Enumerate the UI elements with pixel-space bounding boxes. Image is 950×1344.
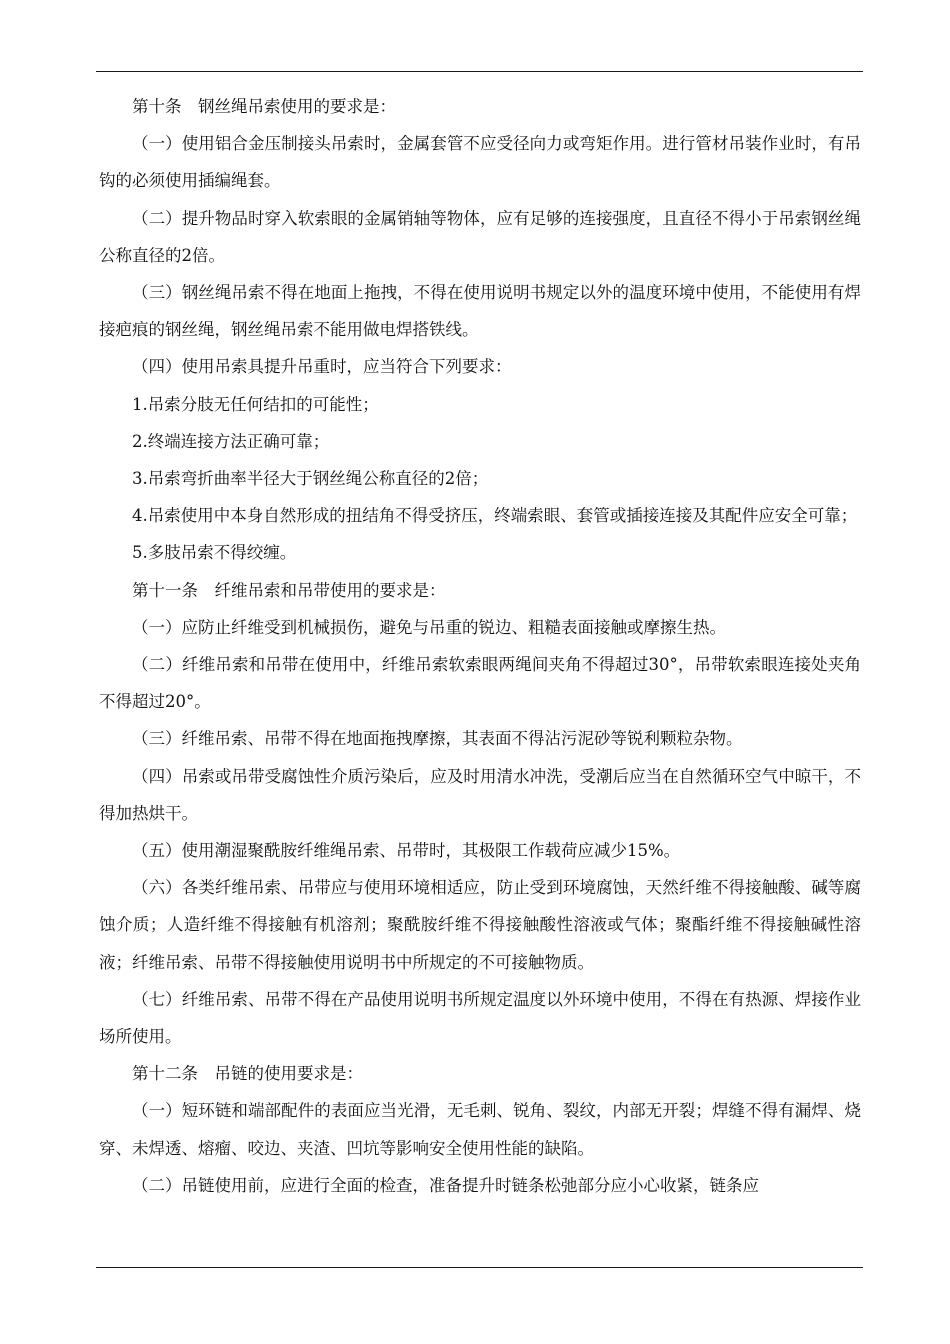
paragraph: （二）提升物品时穿入软索眼的金属销轴等物体，应有足够的连接强度，且直径不得小于吊索钢丝绳公称直径的2倍。 [99, 208, 861, 265]
list-item: 5.多肢吊索不得绞缠。 [132, 543, 297, 563]
article-11-heading: 第十一条 纤维吊索和吊带使用的要求是： [132, 580, 446, 600]
paragraph: （一）应防止纤维受到机械损伤，避免与吊重的锐边、粗糙表面接触或摩擦生热。 [132, 617, 726, 637]
paragraph: （五）使用潮湿聚酰胺纤维绳吊索、吊带时，其极限工作载荷应减少15%。 [132, 841, 681, 861]
paragraph: （一）短环链和端部配件的表面应当光滑，无毛刺、锐角、裂纹，内部无开裂；焊缝不得有漏焊、烧穿、未焊透、熔瘤、咬边、夹渣、凹坑等影响安全使用性能的缺陷。 [99, 1101, 861, 1158]
paragraph: （三）纤维吊索、吊带不得在地面拖拽摩擦，其表面不得沾污泥砂等锐利颗粒杂物。 [132, 729, 743, 749]
paragraph: （七）纤维吊索、吊带不得在产品使用说明书所规定温度以外环境中使用，不得在有热源、焊接作业场所使用。 [99, 989, 861, 1047]
article-12-heading: 第十二条 吊链的使用要求是： [132, 1064, 363, 1084]
header-rule [96, 71, 863, 72]
list-item: 1.吊索分肢无任何结扣的可能性； [132, 394, 379, 414]
paragraph: （二）吊链使用前，应进行全面的检查，准备提升时链条松弛部分应小心收紧，链条应 [132, 1175, 759, 1195]
paragraph: （三）钢丝绳吊索不得在地面上拖拽，不得在使用说明书规定以外的温度环境中使用，不能使用有焊接疤痕的钢丝绳，钢丝绳吊索不能用做电焊搭铁线。 [99, 283, 861, 340]
paragraph: （二）纤维吊索和吊带在使用中，纤维吊索软索眼两绳间夹角不得超过30°，吊带软索眼连接处夹角不得超过20°。 [99, 655, 861, 712]
paragraph: （一）使用铝合金压制接头吊索时，金属套管不应受径向力或弯矩作用。进行管材吊装作业时，有吊钩的必须使用插编绳套。 [99, 134, 861, 191]
paragraph: （四）吊索或吊带受腐蚀性介质污染后，应及时用清水冲洗，受潮后应当在自然循环空气中晾干，不得加热烘干。 [99, 766, 861, 823]
list-item: 3.吊索弯折曲率半径大于钢丝绳公称直径的2倍； [132, 469, 489, 489]
list-item: 2.终端连接方法正确可靠； [132, 431, 330, 451]
list-item: 4.吊索使用中本身自然形成的扭结角不得受挤压，终端索眼、套管或插接连接及其配件应安全可靠； [132, 506, 858, 526]
article-10-heading: 第十条 钢丝绳吊索使用的要求是： [132, 97, 396, 116]
paragraph: （六）各类纤维吊索、吊带应与使用环境相适应，防止受到环境腐蚀，天然纤维不得接触酸、碱等腐蚀介质；人造纤维不得接触有机溶剂；聚酰胺纤维不得接触酸性溶液或气体；聚酯纤维不得接触碱性溶液；纤维吊索、吊带不得接触使用说明书中所规定的不可接触物质。 [99, 878, 861, 972]
footer-rule [96, 1267, 863, 1268]
document-body [99, 88, 861, 1204]
paragraph: （四）使用吊索具提升吊重时，应当符合下列要求： [132, 357, 512, 377]
